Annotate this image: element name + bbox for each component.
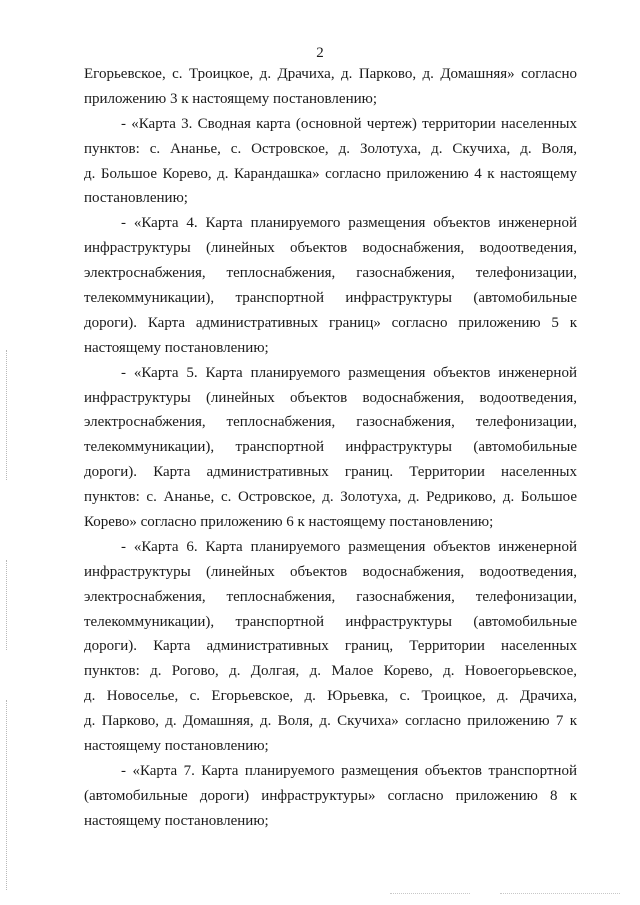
text-line: пунктов: д. Рогово, д. Долгая, д. Малое Корево, д. Новоегорьевское, — [84, 663, 577, 680]
left-margin-scan-mark — [6, 700, 7, 890]
text-line: настоящему постановлению; — [84, 812, 269, 829]
text-line: электроснабжения, теплоснабжения, газоснабжения, телефонизации, — [84, 414, 577, 431]
bottom-scan-mark — [500, 893, 620, 894]
text-line: телекоммуникации), транспортной инфраструктуры (автомобильные — [84, 613, 577, 630]
text-line: дороги). Карта административных границ» согласно приложению 5 к — [84, 314, 577, 331]
text-line: - «Карта 5. Карта планируемого размещения объектов инженерной — [121, 364, 577, 381]
text-line: д. Новоселье, с. Егорьевское, д. Юрьевка, с. Троицкое, д. Драчиха, — [84, 688, 577, 705]
text-line: - «Карта 7. Карта планируемого размещения объектов транспортной — [121, 762, 577, 779]
text-line: (автомобильные дороги) инфраструктуры» согласно приложению 8 к — [84, 787, 577, 804]
text-line: д. Большое Корево, д. Карандашка» согласно приложению 4 к настоящему — [84, 165, 577, 182]
text-line: инфраструктуры (линейных объектов водоснабжения, водоотведения, — [84, 240, 577, 257]
left-margin-scan-mark — [6, 350, 7, 480]
body-text — [84, 62, 577, 834]
text-line: инфраструктуры (линейных объектов водоснабжения, водоотведения, — [84, 563, 577, 580]
text-line: - «Карта 3. Сводная карта (основной чертеж) территории населенных — [121, 115, 577, 132]
bottom-scan-mark — [390, 893, 470, 894]
left-margin-scan-mark — [6, 560, 7, 650]
text-line: постановлению; — [84, 190, 188, 207]
text-line: д. Парково, д. Домашняя, д. Воля, д. Скучиха» согласно приложению 7 к — [84, 713, 577, 730]
text-line: пунктов: с. Ананье, с. Островское, д. Золотуха, д. Редриково, д. Большое — [84, 489, 577, 506]
page-number: 2 — [316, 45, 324, 61]
text-line: Корево» согласно приложению 6 к настоящему постановлению; — [84, 514, 494, 531]
text-line: электроснабжения, теплоснабжения, газоснабжения, телефонизации, — [84, 265, 577, 282]
text-line: дороги). Карта административных границ. Территории населенных — [84, 464, 577, 481]
text-line: дороги). Карта административных границ, Территории населенных — [84, 638, 577, 655]
text-line: Егорьевское, с. Троицкое, д. Драчиха, д. Парково, д. Домашняя» согласно — [84, 66, 577, 82]
text-line: - «Карта 6. Карта планируемого размещения объектов инженерной — [121, 538, 577, 555]
text-line: - «Карта 4. Карта планируемого размещения объектов инженерной — [121, 215, 577, 232]
text-line: электроснабжения, теплоснабжения, газоснабжения, телефонизации, — [84, 588, 577, 605]
text-line: приложению 3 к настоящему постановлению; — [84, 90, 377, 107]
text-line: телекоммуникации), транспортной инфраструктуры (автомобильные — [84, 290, 577, 307]
text-line: телекоммуникации), транспортной инфраструктуры (автомобильные — [84, 439, 577, 456]
text-line: настоящему постановлению; — [84, 339, 269, 356]
text-line: инфраструктуры (линейных объектов водоснабжения, водоотведения, — [84, 389, 577, 406]
text-line: пунктов: с. Ананье, с. Островское, д. Золотуха, д. Скучиха, д. Воля, — [84, 140, 577, 157]
text-line: настоящему постановлению; — [84, 738, 269, 755]
